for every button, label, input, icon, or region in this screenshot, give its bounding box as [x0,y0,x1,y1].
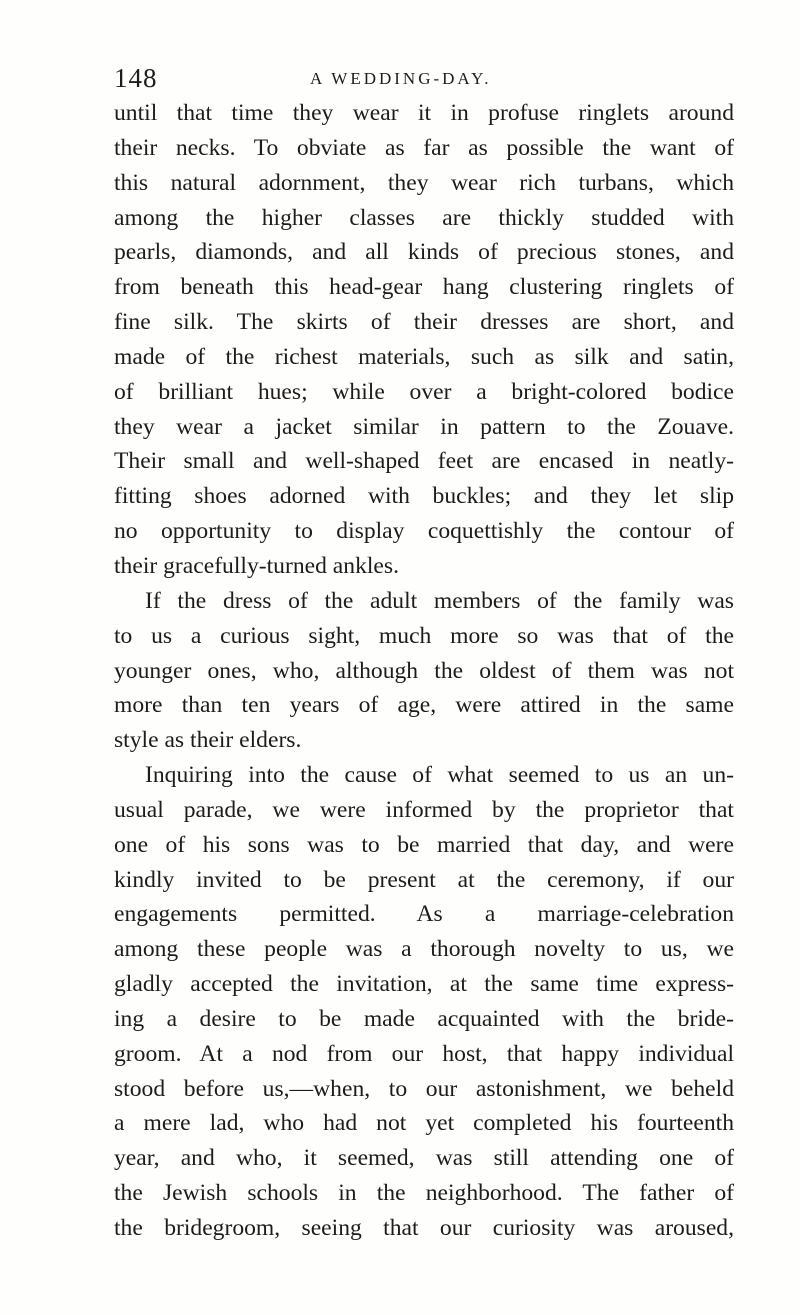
text-line: Their small and well-shaped feet are encased in neatly- [114,448,734,475]
text-line: until that time they wear it in profuse ringlets around [114,100,734,126]
text-line: more than ten years of age, were attired in the same [114,692,734,719]
text-line: younger ones, who, although the oldest of them was not [114,657,734,684]
paragraph-start-line: Inquiring into the cause of what seemed to us an un- [145,762,734,789]
running-title: A WEDDING-DAY. [310,69,492,88]
text-line: the Jewish schools in the neighborhood. The father of [114,1180,734,1207]
text-line: they wear a jacket similar in pattern to the Zouave. [114,413,734,440]
text-line: made of the richest materials, such as silk and satin, [114,343,734,370]
text-line: among these people was a thorough novelty to us, we [114,936,734,963]
text-line: this natural adornment, they wear rich turbans, which [114,169,734,196]
text-line: one of his sons was to be married that day, and were [114,831,734,858]
text-line: engagements permitted. As a marriage-celebration [114,901,734,928]
text-line: usual parade, we were informed by the proprietor that [114,796,734,823]
text-line: no opportunity to display coquettishly the contour of [114,518,734,545]
text-line: to us a curious sight, much more so was that of the [114,622,734,649]
text-line: ing a desire to be made acquainted with the bride- [114,1005,734,1032]
text-line: fitting shoes adorned with buckles; and they let slip [114,483,734,510]
paragraph-end-line: style as their elders. [114,727,302,754]
text-line: groom. At a nod from our host, that happy individual [114,1040,734,1067]
text-line: a mere lad, who had not yet completed his fourteenth [114,1110,734,1137]
body-text [114,96,734,1246]
text-line: among the higher classes are thickly studded with [114,204,734,231]
paragraph-end-line: their gracefully-turned ankles. [114,552,399,579]
text-line: pearls, diamonds, and all kinds of precious stones, and [114,239,734,266]
text-line: kindly invited to be present at the ceremony, if our [114,866,734,893]
text-line: gladly accepted the invitation, at the same time express- [114,971,734,998]
text-line: their necks. To obviate as far as possible the want of [114,134,734,161]
text-line: from beneath this head-gear hang clustering ringlets of [114,274,734,301]
text-line: of brilliant hues; while over a bright-colored bodice [114,378,734,405]
text-line: fine silk. The skirts of their dresses are short, and [114,309,734,336]
page-header [114,62,714,94]
paragraph-start-line: If the dress of the adult members of the family was [145,587,734,614]
page-number: 148 [114,63,158,93]
text-line: stood before us,—when, to our astonishment, we beheld [114,1075,734,1102]
text-line: the bridegroom, seeing that our curiosity was aroused, [114,1215,734,1241]
text-line: year, and who, it seemed, was still attending one of [114,1145,734,1172]
